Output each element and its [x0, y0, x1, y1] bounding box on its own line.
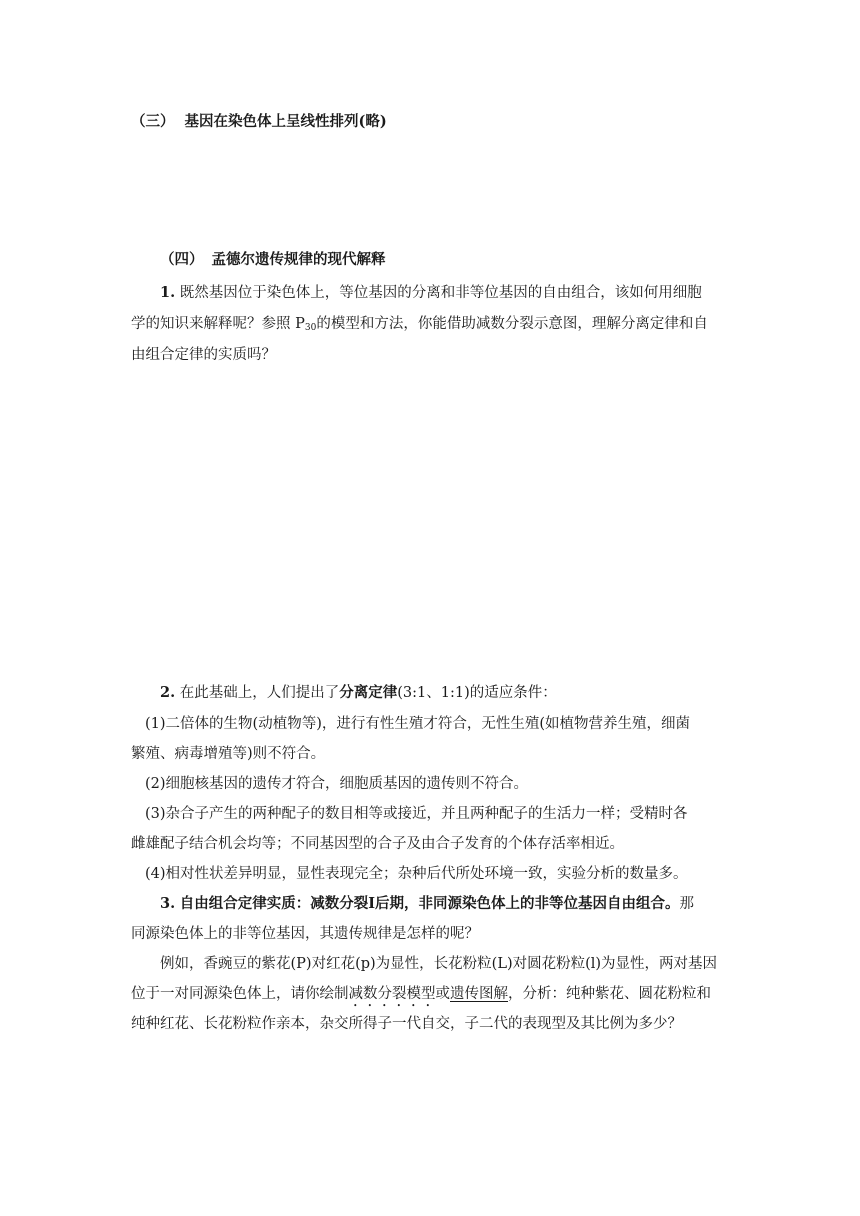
- q1-line3: 由组合定律的实质吗？: [131, 347, 276, 363]
- q2-condition-3-line1: (3)杂合子产生的两种配子的数目相等或接近，并且两种配子的生活力一样；受精时各: [145, 806, 688, 822]
- q2-number: 2.: [160, 684, 176, 701]
- section4-heading: [160, 250, 386, 270]
- section4-number: （四）: [160, 251, 204, 268]
- q3-example-line1: 例如，香豌豆的紫花(P)对红花(p)为显性，长花粉粒(L)对圆花粉粒(l)为显性，两对基因: [160, 956, 718, 972]
- section3-heading: [131, 112, 387, 132]
- q1-number: 1.: [160, 284, 176, 301]
- genetic-diagram-term: 遗传图解: [450, 986, 508, 1002]
- section3-title: 基因在染色体上呈线性排列(略): [184, 113, 387, 130]
- q1-line2: 学的知识来解释呢？参照 $P_{30}$的模型和方法，你能借助减数分裂示意图，理解分离定律和自: [131, 316, 708, 333]
- q3-number: 3.: [160, 895, 176, 912]
- q2-law-name: 分离定律: [339, 684, 398, 701]
- q3-example-line3: 纯种红花、长花粉粒作亲本，杂交所得子一代自交，子二代的表现型及其比例为多少？: [131, 1016, 682, 1032]
- section4-title: 孟德尔遗传规律的现代解释: [211, 251, 386, 268]
- q3-example-line2: 位于一对同源染色体上，请你绘制减数分裂模型或遗传图解，分析：纯种紫花、圆花粉粒和: [131, 986, 711, 1002]
- q3-statement: 自由组合定律实质：减数分裂Ⅰ后期，非同源染色体上的非等位基因自由组合。: [179, 895, 680, 912]
- q2-intro: 2. 在此基础上，人们提出了分离定律(3:1、1:1)的适应条件：: [160, 684, 557, 701]
- q2-condition-1-line2: 繁殖、病毒增殖等)则不符合。: [131, 746, 326, 762]
- q1-line1: 1. 既然基因位于染色体上，等位基因的分离和非等位基因的自由组合，该如何用细胞: [160, 284, 702, 301]
- q2-condition-3-line2: 雌雄配子结合机会均等；不同基因型的合子及由合子发育的个体存活率相近。: [131, 836, 624, 852]
- q2-condition-2: (2)细胞核基因的遗传才符合，细胞质基因的遗传则不符合。: [145, 776, 529, 792]
- q2-condition-1-line1: (1)二倍体的生物(动植物等)，进行有性生殖才符合，无性生殖(如植物营养生殖，细菌: [145, 716, 691, 732]
- meiosis-model-term: 减数分裂模型: [348, 986, 436, 1002]
- section3-number: （三）: [131, 113, 175, 130]
- q3-line1: 3. 自由组合定律实质：减数分裂Ⅰ后期，非同源染色体上的非等位基因自由组合。那: [160, 895, 695, 912]
- q3-line2: 同源染色体上的非等位基因，其遗传规律是怎样的呢？: [131, 926, 479, 942]
- q2-condition-4: (4)相对性状差异明显，显性表现完全；杂种后代所处环境一致，实验分析的数量多。: [145, 866, 688, 882]
